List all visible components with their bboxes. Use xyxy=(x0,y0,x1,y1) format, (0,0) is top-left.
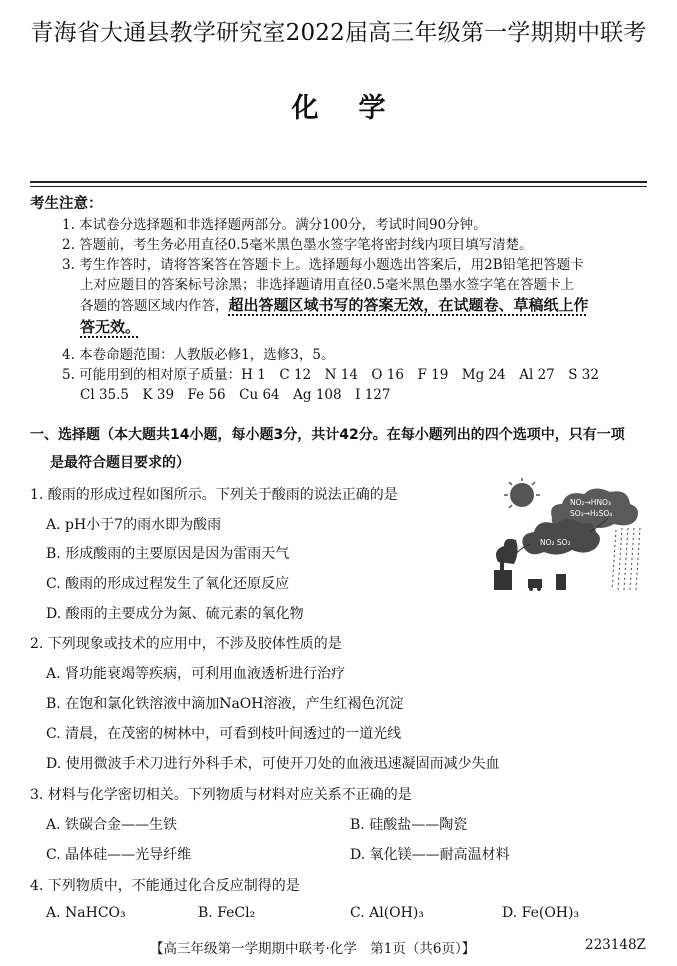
notice-item-5: 5. 可能用到的相对原子质量：H 1 C 12 N 14 O 16 F 19 Mg 24 Al 27 S 32 xyxy=(62,367,599,383)
question-1-option-b: B. 形成酸雨的主要原因是因为雷雨天气 xyxy=(46,546,290,562)
figure-cloud-label: NO₂ SO₂ xyxy=(540,538,571,547)
notice-emphasis-2: 答无效。 xyxy=(80,318,141,336)
question-4-option-b: B. FeCl₂ xyxy=(198,905,256,921)
building-icon xyxy=(556,574,566,590)
subject-title: 化学 xyxy=(291,93,426,124)
sun-icon xyxy=(510,483,534,507)
section-1-heading: 一、选择题（本大题共14小题，每小题3分，共计42分。在每小题列出的四个选项中，只有一项 xyxy=(30,427,625,443)
figure-equation-no2: NO₂→HNO₃ xyxy=(570,498,611,507)
truck-icon xyxy=(528,579,542,588)
notice-emphasis-1: 超出答题区域书写的答案无效，在试题卷、草稿纸上作 xyxy=(228,296,589,314)
footer-label: 【高三年级第一学期期中联考·化学 第1页（共6页）】 xyxy=(150,941,476,957)
question-4-option-a: A. NaHCO₃ xyxy=(46,905,126,921)
exam-header-title: 青海省大通县教学研究室2022届高三年级第一学期期中联考 xyxy=(30,20,647,46)
question-3-option-c: C. 晶体硅——光导纤维 xyxy=(46,847,192,863)
factory-icon xyxy=(494,570,512,590)
question-1-option-d: D. 酸雨的主要成分为氮、硫元素的氧化物 xyxy=(46,606,304,622)
question-1-option-c: C. 酸雨的形成过程发生了氧化还原反应 xyxy=(46,576,290,592)
question-2-option-c: C. 清晨，在茂密的树林中，可看到枝叶间透过的一道光线 xyxy=(46,726,402,742)
notice-item-3-cont-1: 上对应题目的答案标号涂黑；非选择题请用直径0.5毫米黑色墨水签字笔在答题卡上 xyxy=(80,277,574,293)
question-2-option-a: A. 肾功能衰竭等疾病，可利用血液透析进行治疗 xyxy=(46,666,346,682)
acid-rain-illustration xyxy=(490,478,650,593)
footer-code: 223148Z xyxy=(585,937,646,953)
notice-item-3-cont-2 xyxy=(80,294,589,315)
notice-item-3: 3. 考生作答时，请将答案答在答题卡上。选择题每小题选出答案后，用2B铅笔把答题卡 xyxy=(62,257,584,273)
question-4-stem: 4. 下列物质中，不能通过化合反应制得的是 xyxy=(30,878,300,894)
figure-equation-so3: SO₃→H₂SO₄ xyxy=(570,509,613,518)
question-3-option-d: D. 氧化镁——耐高温材料 xyxy=(350,847,510,863)
question-1-option-a: A. pH小于7的雨水即为酸雨 xyxy=(46,517,222,533)
question-4-option-c: C. Al(OH)₃ xyxy=(350,905,424,921)
notice-item-3-cont-2-text: 各题的答题区域内作答， xyxy=(80,298,229,314)
section-1-heading-cont: 是最符合题目要求的） xyxy=(50,455,190,471)
question-4-option-d: D. Fe(OH)₃ xyxy=(502,905,580,921)
smoke-plume-icon xyxy=(496,539,518,564)
notice-item-4: 4. 本卷命题范围：人教版必修1，选修3，5。 xyxy=(62,347,335,363)
header-rule-thick xyxy=(30,181,647,183)
notice-item-2: 2. 答题前，考生务必用直径0.5毫米黑色墨水签字笔将密封线内项目填写清楚。 xyxy=(62,237,533,253)
notice-title: 考生注意： xyxy=(30,196,103,212)
notice-item-1: 1. 本试卷分选择题和非选择题两部分。满分100分，考试时间90分钟。 xyxy=(62,217,487,233)
question-2-option-b: B. 在饱和氯化铁溶液中滴加NaOH溶液，产生红褐色沉淀 xyxy=(46,696,404,712)
question-2-stem: 2. 下列现象或技术的应用中，不涉及胶体性质的是 xyxy=(30,636,342,652)
notice-item-5-cont: Cl 35.5 K 39 Fe 56 Cu 64 Ag 108 I 127 xyxy=(80,387,391,403)
rain-icon xyxy=(612,528,640,590)
question-1-stem: 1. 酸雨的形成过程如图所示。下列关于酸雨的说法正确的是 xyxy=(30,487,398,503)
question-3-option-a: A. 铁碳合金——生铁 xyxy=(46,817,178,833)
question-3-option-b: B. 硅酸盐——陶瓷 xyxy=(350,817,468,833)
acid-rain-figure xyxy=(490,478,650,593)
lower-cloud-icon xyxy=(522,519,600,555)
question-3-stem: 3. 材料与化学密切相关。下列物质与材料对应关系不正确的是 xyxy=(30,787,412,803)
question-2-option-d: D. 使用微波手术刀进行外科手术，可使开刀处的血液迅速凝固而减少失血 xyxy=(46,756,500,772)
header-rule-thin xyxy=(30,186,647,187)
